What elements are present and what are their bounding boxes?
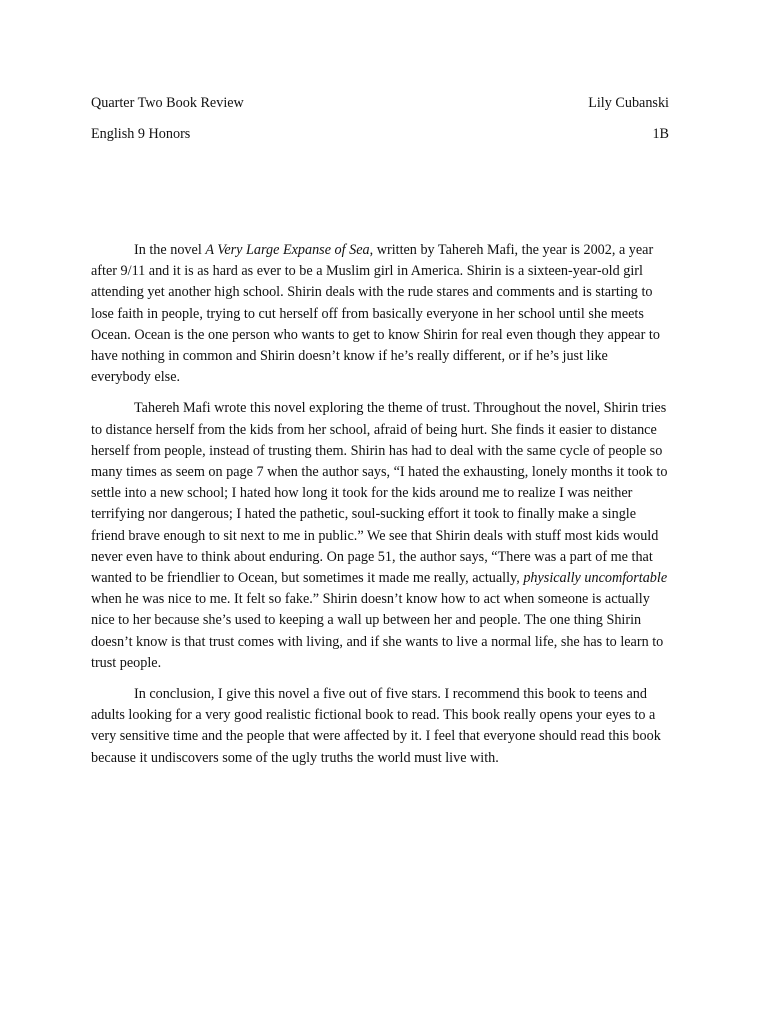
intro-text: In the novel (134, 242, 206, 258)
paragraph-theme (91, 398, 671, 674)
theme-text-before: Tahereh Mafi wrote this novel exploring the theme of trust. Throughout the novel, Shirin tries to distance herself from the kids from her school, afraid of being hurt. She finds it easier to distance herself from people, instead of trusting them. Shirin has had to deal with the same cycle of people so many times as seem on page 7 when the author says, “I hated the exhausting, lonely months it took to settle into a new school; I hated how long it took for the kids around me to realize I was neither terrifying nor dangerous; I hated the pathetic, soul-sucking effort it took to finally make a single friend brave enough to sit next to me in public.” We see that Shirin deals with stuff most kids would never even have to think about enduring. On page 51, the author says, “There was a part of me that wanted to be friendlier to Ocean, but sometimes it made me really, actually, (91, 400, 668, 587)
paragraph-introduction (91, 240, 671, 388)
course-name: English 9 Honors (91, 126, 191, 142)
theme-emphasis: physically uncomfortable (523, 570, 668, 587)
intro-rest: , written by Tahereh Mafi, the year is 2002, a year after 9/11 and it is as hard as ever to be a Muslim girl in America. Shirin is a sixteen-year-old girl attending yet another high school. Shirin deals with the rude stares and comments and is starting to lose faith in people, trying to cut herself off from basically everyone in her school until she meets Ocean. Ocean is the one person who wants to get to know Shirin for real even though they appear to have nothing in common and Shirin doesn’t know if he’s really different, or if he’s just like everybody else. (91, 242, 660, 386)
header-row-title (91, 94, 669, 112)
paragraph-conclusion: In conclusion, I give this novel a five out of five stars. I recommend this book to teens and adults looking for a very good realistic fictional book to read. This book really opens your eyes to a very sensitive time and the people that were affected by it. I feel that everyone should read this book because it undiscovers some of the ugly truths the world must live with. (91, 686, 661, 766)
book-title: A Very Large Expanse of Sea (205, 242, 370, 258)
theme-text-after: when he was nice to me. It felt so fake.” Shirin doesn’t know how to act when someone is actually nice to her because she’s used to keeping a wall up between her and people. The one thing Shirin doesn’t know is that trust comes with living, and if she wants to live a normal life, she has to learn to trust people. (91, 591, 664, 671)
assignment-title: Quarter Two Book Review (91, 95, 244, 111)
author-name: Lily Cubanski (588, 95, 669, 111)
review-body (91, 240, 671, 779)
class-period: 1B (652, 126, 669, 142)
header-row-course (91, 125, 669, 143)
